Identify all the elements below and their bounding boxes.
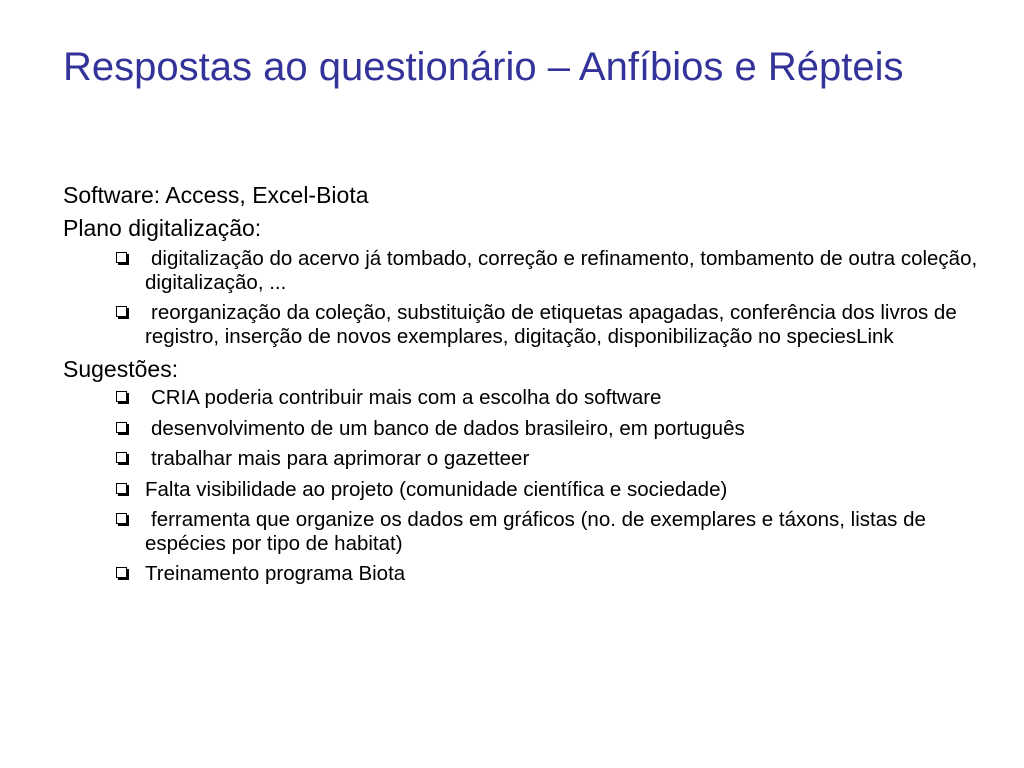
checkbox-bullet-icon	[116, 483, 127, 494]
checkbox-bullet-icon	[116, 306, 127, 317]
list-item	[63, 478, 993, 502]
sugestoes-heading: Sugestões:	[63, 356, 179, 382]
list-item-text: Treinamento programa Biota	[145, 562, 406, 585]
list-item	[63, 386, 993, 410]
list-item	[63, 447, 993, 471]
list-item-text: desenvolvimento de um banco de dados brasileiro, em português	[151, 416, 745, 440]
list-item	[63, 562, 993, 586]
software-line: Software: Access, Excel-Biota	[63, 182, 369, 208]
list-item-text: digitalização do acervo já tombado, correção e refinamento, tombamento de outra coleção, digitalização, ...	[145, 247, 978, 294]
list-item-text: CRIA poderia contribuir mais com a escolha do software	[151, 386, 662, 409]
checkbox-bullet-icon	[116, 252, 127, 263]
checkbox-bullet-icon	[116, 513, 127, 524]
checkbox-bullet-icon	[116, 422, 127, 433]
checkbox-bullet-icon	[116, 567, 127, 578]
list-item-text: ferramenta que organize os dados em gráficos (no. de exemplares e táxons, listas de espécies por tipo de habitat)	[145, 508, 926, 555]
slide-body	[63, 179, 993, 593]
list-item-text: Falta visibilidade ao projeto (comunidade científica e sociedade)	[145, 477, 728, 501]
list-item	[63, 247, 993, 294]
slide-title: Respostas ao questionário – Anfíbios e Répteis	[63, 45, 904, 89]
list-item	[63, 417, 993, 441]
list-item-text: trabalhar mais para aprimorar o gazetteer	[151, 447, 530, 470]
sugestoes-list	[63, 386, 993, 586]
plano-list	[63, 247, 993, 348]
plano-heading: Plano digitalização:	[63, 215, 262, 241]
list-item-text: reorganização da coleção, substituição de etiquetas apagadas, conferência dos livros de registro, inserção de novos exemplares, digitação, disponibilização no speciesLink	[145, 301, 957, 348]
list-item	[63, 301, 993, 348]
list-item	[63, 508, 993, 555]
checkbox-bullet-icon	[116, 452, 127, 463]
checkbox-bullet-icon	[116, 391, 127, 402]
